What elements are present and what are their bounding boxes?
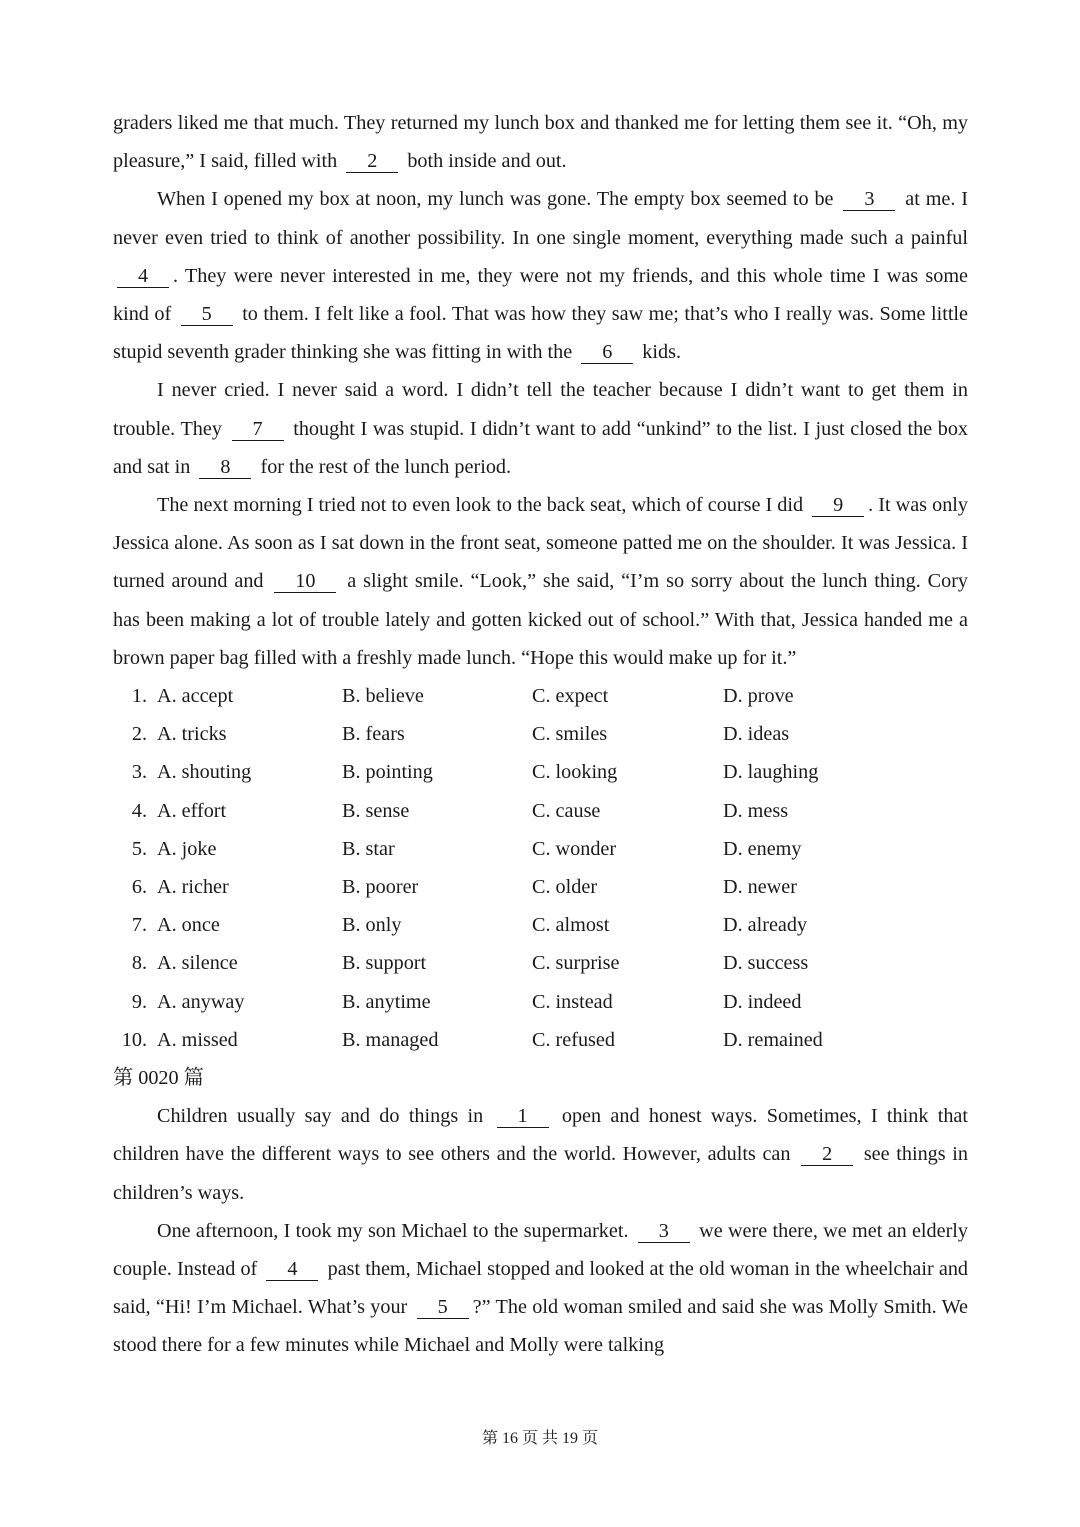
option-d: D. indeed (723, 990, 802, 1013)
text: at me. I never even tried to think of another possibility. In one single moment, everything made such a painful (113, 188, 969, 249)
text: thought I was stupid. I didn’t want to add “unkind” to the list. I just closed the box and sat in (113, 417, 969, 478)
text: a slight smile. “Look,” she said, “I’m so sorry about the lunch thing. Cory has been making a lot of trouble lately and gotten kicked out of school.” With that, Jessica handed me a brown paper bag filled with a freshly made lunch. “Hope this would make up for it.” (113, 570, 969, 669)
text: When I opened my box at noon, my lunch was gone. The empty box seemed to be (157, 188, 834, 211)
question-number: 10. (121, 1028, 147, 1051)
answer-blank: 3 (843, 188, 895, 211)
answer-blank: 1 (497, 1105, 549, 1128)
text: kids. (642, 341, 681, 364)
question-number: 6. (131, 875, 147, 898)
passage1-paragraph-2 (113, 180, 968, 371)
question-number: 7. (131, 914, 147, 937)
option-row (113, 715, 968, 753)
option-a: A. tricks (157, 723, 227, 746)
question-number: 8. (131, 952, 147, 975)
text: Children usually say and do things in (157, 1105, 484, 1128)
option-b: B. star (342, 837, 395, 860)
answer-blank: 2 (346, 150, 398, 173)
option-a: A. anyway (157, 990, 245, 1013)
text: both inside and out. (407, 150, 567, 173)
text: One afternoon, I took my son Michael to the supermarket. (157, 1219, 629, 1242)
answer-blank: 2 (801, 1143, 853, 1166)
text: open and honest ways. Sometimes, I think that children have the different ways to see others and the world. However, adults can (113, 1105, 969, 1166)
question-number: 4. (131, 799, 147, 822)
question-number: 1. (131, 685, 147, 708)
answer-blank: 9 (812, 494, 864, 517)
question-number: 2. (131, 723, 147, 746)
option-b: B. believe (342, 685, 424, 708)
section-title: 第 0020 篇 (113, 1066, 204, 1089)
text: to them. I felt like a fool. That was how they saw me; that’s who I really was. Some little stupid seventh grader thinking she was fitting in with the (113, 303, 968, 364)
question-number: 9. (131, 990, 147, 1013)
passage1-paragraph-1 (113, 104, 968, 180)
option-a: A. silence (157, 952, 238, 975)
option-c: C. expect (532, 685, 609, 708)
question-number: 5. (131, 837, 147, 860)
option-b: B. anytime (342, 990, 431, 1013)
option-d: D. laughing (723, 761, 819, 784)
option-row (113, 1021, 968, 1059)
option-b: B. pointing (342, 761, 433, 784)
answer-blank: 10 (274, 570, 336, 593)
option-a: A. shouting (157, 761, 252, 784)
options-list (113, 677, 968, 1059)
option-a: A. joke (157, 837, 217, 860)
text: for the rest of the lunch period. (260, 455, 512, 478)
page-footer: 第 16 页 共 19 页 (481, 1430, 598, 1447)
option-b: B. fears (342, 723, 405, 746)
option-row (113, 677, 968, 715)
option-a: A. once (157, 914, 220, 937)
answer-blank: 4 (117, 265, 169, 288)
option-d: D. mess (723, 799, 789, 822)
question-number: 3. (131, 761, 147, 784)
option-b: B. managed (342, 1028, 439, 1051)
answer-blank: 3 (638, 1220, 690, 1243)
option-d: D. enemy (723, 837, 802, 860)
text: ?” The old woman smiled and said she was Molly Smith. We stood there for a few minutes while Michael and Molly were talking (113, 1296, 969, 1357)
option-row (113, 792, 968, 830)
option-b: B. support (342, 952, 427, 975)
option-c: C. almost (532, 914, 610, 937)
option-a: A. accept (157, 685, 234, 708)
option-a: A. missed (157, 1028, 238, 1051)
text: I never cried. I never said a word. I didn’t tell the teacher because I didn’t want to get them in trouble. They (113, 379, 968, 440)
option-c: C. smiles (532, 723, 608, 746)
option-c: C. looking (532, 761, 618, 784)
text: . They were never interested in me, they were not my friends, and this whole time I was some kind of (113, 264, 968, 326)
text: . It was only Jessica alone. As soon as I sat down in the front seat, someone patted me on the shoulder. It was Jessica. I turned around and (113, 494, 968, 593)
text: graders liked me that much. They returned my lunch box and thanked me for letting them see it. “Oh, my pleasure,” I said, filled with (113, 112, 968, 173)
answer-blank: 4 (266, 1258, 318, 1281)
answer-blank: 8 (199, 456, 251, 479)
text: we were there, we met an elderly couple. Instead of (113, 1219, 969, 1280)
option-c: C. cause (532, 799, 601, 822)
option-row (113, 753, 968, 791)
answer-blank: 5 (417, 1296, 469, 1319)
text: past them, Michael stopped and looked at the old woman in the wheelchair and said, “Hi! I’m Michael. What’s your (113, 1257, 969, 1319)
passage2-paragraph-2 (113, 1212, 968, 1365)
option-a: A. effort (157, 799, 227, 822)
option-d: D. success (723, 952, 809, 975)
option-b: B. sense (342, 799, 410, 822)
option-d: D. newer (723, 875, 797, 898)
option-d: D. prove (723, 685, 794, 708)
answer-blank: 5 (181, 303, 233, 326)
option-row (113, 830, 968, 868)
option-d: D. remained (723, 1028, 823, 1051)
answer-blank: 6 (581, 341, 633, 364)
passage2-paragraph-1 (113, 1097, 968, 1212)
option-b: B. only (342, 914, 402, 937)
option-d: D. ideas (723, 723, 790, 746)
option-c: C. surprise (532, 952, 620, 975)
option-d: D. already (723, 914, 808, 937)
document-page (113, 104, 968, 1365)
text: The next morning I tried not to even look to the back seat, which of course I did (157, 494, 804, 517)
option-c: C. wonder (532, 837, 617, 860)
answer-blank: 7 (232, 418, 284, 441)
option-row (113, 944, 968, 982)
option-c: C. instead (532, 990, 613, 1013)
passage1-paragraph-4 (113, 486, 968, 677)
option-row (113, 868, 968, 906)
option-row (113, 906, 968, 944)
option-c: C. refused (532, 1028, 615, 1051)
text: see things in children’s ways. (113, 1143, 969, 1204)
passage1-paragraph-3 (113, 371, 968, 486)
option-c: C. older (532, 875, 598, 898)
option-a: A. richer (157, 875, 229, 898)
option-b: B. poorer (342, 875, 419, 898)
option-row (113, 983, 968, 1021)
